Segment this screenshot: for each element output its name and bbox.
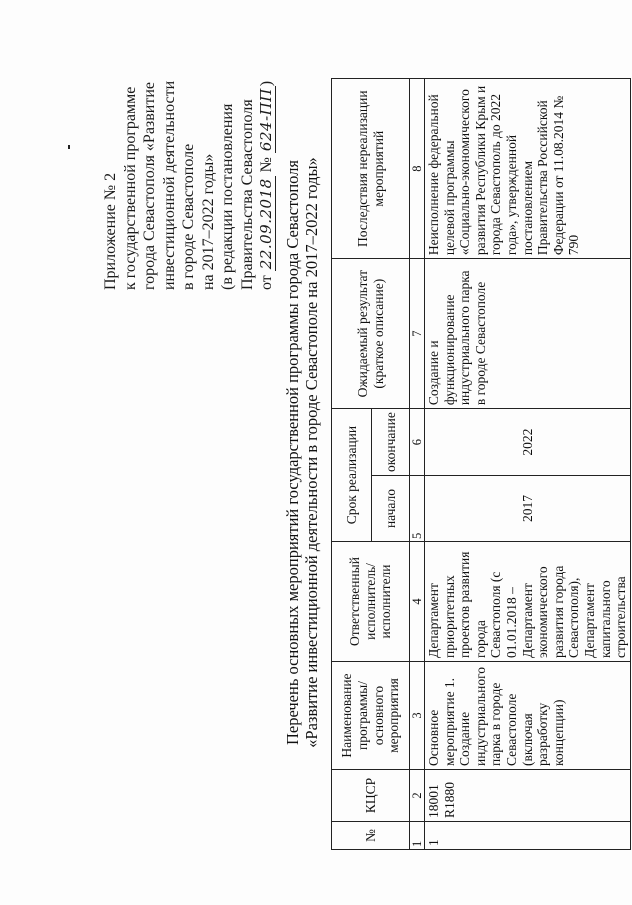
cell-start: 2017 <box>425 476 631 542</box>
column-numbers-row <box>410 79 425 850</box>
cell-end: 2022 <box>425 409 631 476</box>
handwritten-number: 624-ПП <box>257 88 275 152</box>
appendix-line: города Севастополя «Развитие <box>141 81 158 290</box>
col-number: 1 <box>410 822 425 850</box>
appendix-line: на 2017–2022 годы» <box>199 153 217 290</box>
col-number: 7 <box>410 259 425 409</box>
appendix-line: (в редакции постановления <box>219 103 236 290</box>
table-row <box>425 79 631 850</box>
appendix-line: к государственной программе <box>121 86 139 290</box>
header-kcsr: КЦСР <box>332 770 410 822</box>
header-consequences: Последствия нереализации мероприятий <box>332 79 410 259</box>
appendix-line: Приложение № 2 <box>102 172 119 290</box>
from-label: от <box>258 275 275 290</box>
appendix-date-line: от 22.09.2018 № 624-ПП) <box>257 80 275 290</box>
appendix-line: в городе Севастополе <box>180 143 197 290</box>
cell-consequences: Неисполнение федеральной целевой программы «Социально-экономического развития Республики Крым и города Севастополь до 2022 года», утвержденной постановлением Правительства Российской Федерации от 11.08.2014 № 790 <box>425 79 631 259</box>
cell-result: Создание и функционирование индустриального парка в городе Севастополе <box>425 259 631 409</box>
header-term: Срок реализации <box>332 409 372 542</box>
document-title-line2: «Развитие инвестиционной деятельности в городе Севастополе на 2017–2022 годы» <box>302 157 321 748</box>
appendix-block <box>101 60 277 290</box>
cell-name: Основное мероприятие 1. Создание индустриального парка в городе Севастополе (включая разработку концепции) <box>425 662 631 770</box>
document-title-line1: Перечень основных мероприятий государственной программы города Севастополя <box>283 159 302 746</box>
header-executor: Ответственный исполнитель/ исполнители <box>332 542 410 662</box>
col-number: 5 <box>410 476 425 542</box>
appendix-line: Правительства Севастополя <box>238 99 256 290</box>
measures-table <box>331 78 631 850</box>
header-term-start: начало <box>372 476 410 542</box>
cell-executor: Департамент приоритетных проектов развития города Севастополя (с 01.01.2018 – Департамент экономического развития города Севастополя), Департамент капитального строительства <box>425 542 631 662</box>
col-number: 4 <box>410 542 425 662</box>
col-number: 3 <box>410 662 425 770</box>
header-result: Ожидаемый результат (краткое описание) <box>332 259 410 409</box>
col-number: 2 <box>410 770 425 822</box>
number-label: № <box>258 157 275 173</box>
handwritten-date: 22.09.2018 <box>257 178 275 270</box>
header-name: Наименование программы/ основного мероприятия <box>332 662 410 770</box>
col-number: 8 <box>410 79 425 259</box>
cell-no: 1 <box>425 822 631 850</box>
header-no: № <box>332 822 410 850</box>
cell-kcsr: 18001 R1880 <box>425 770 631 822</box>
header-term-end: окончание <box>372 409 410 476</box>
col-number: 6 <box>410 409 425 476</box>
stray-mark <box>68 145 70 149</box>
appendix-line: инвестиционной деятельности <box>160 80 178 290</box>
